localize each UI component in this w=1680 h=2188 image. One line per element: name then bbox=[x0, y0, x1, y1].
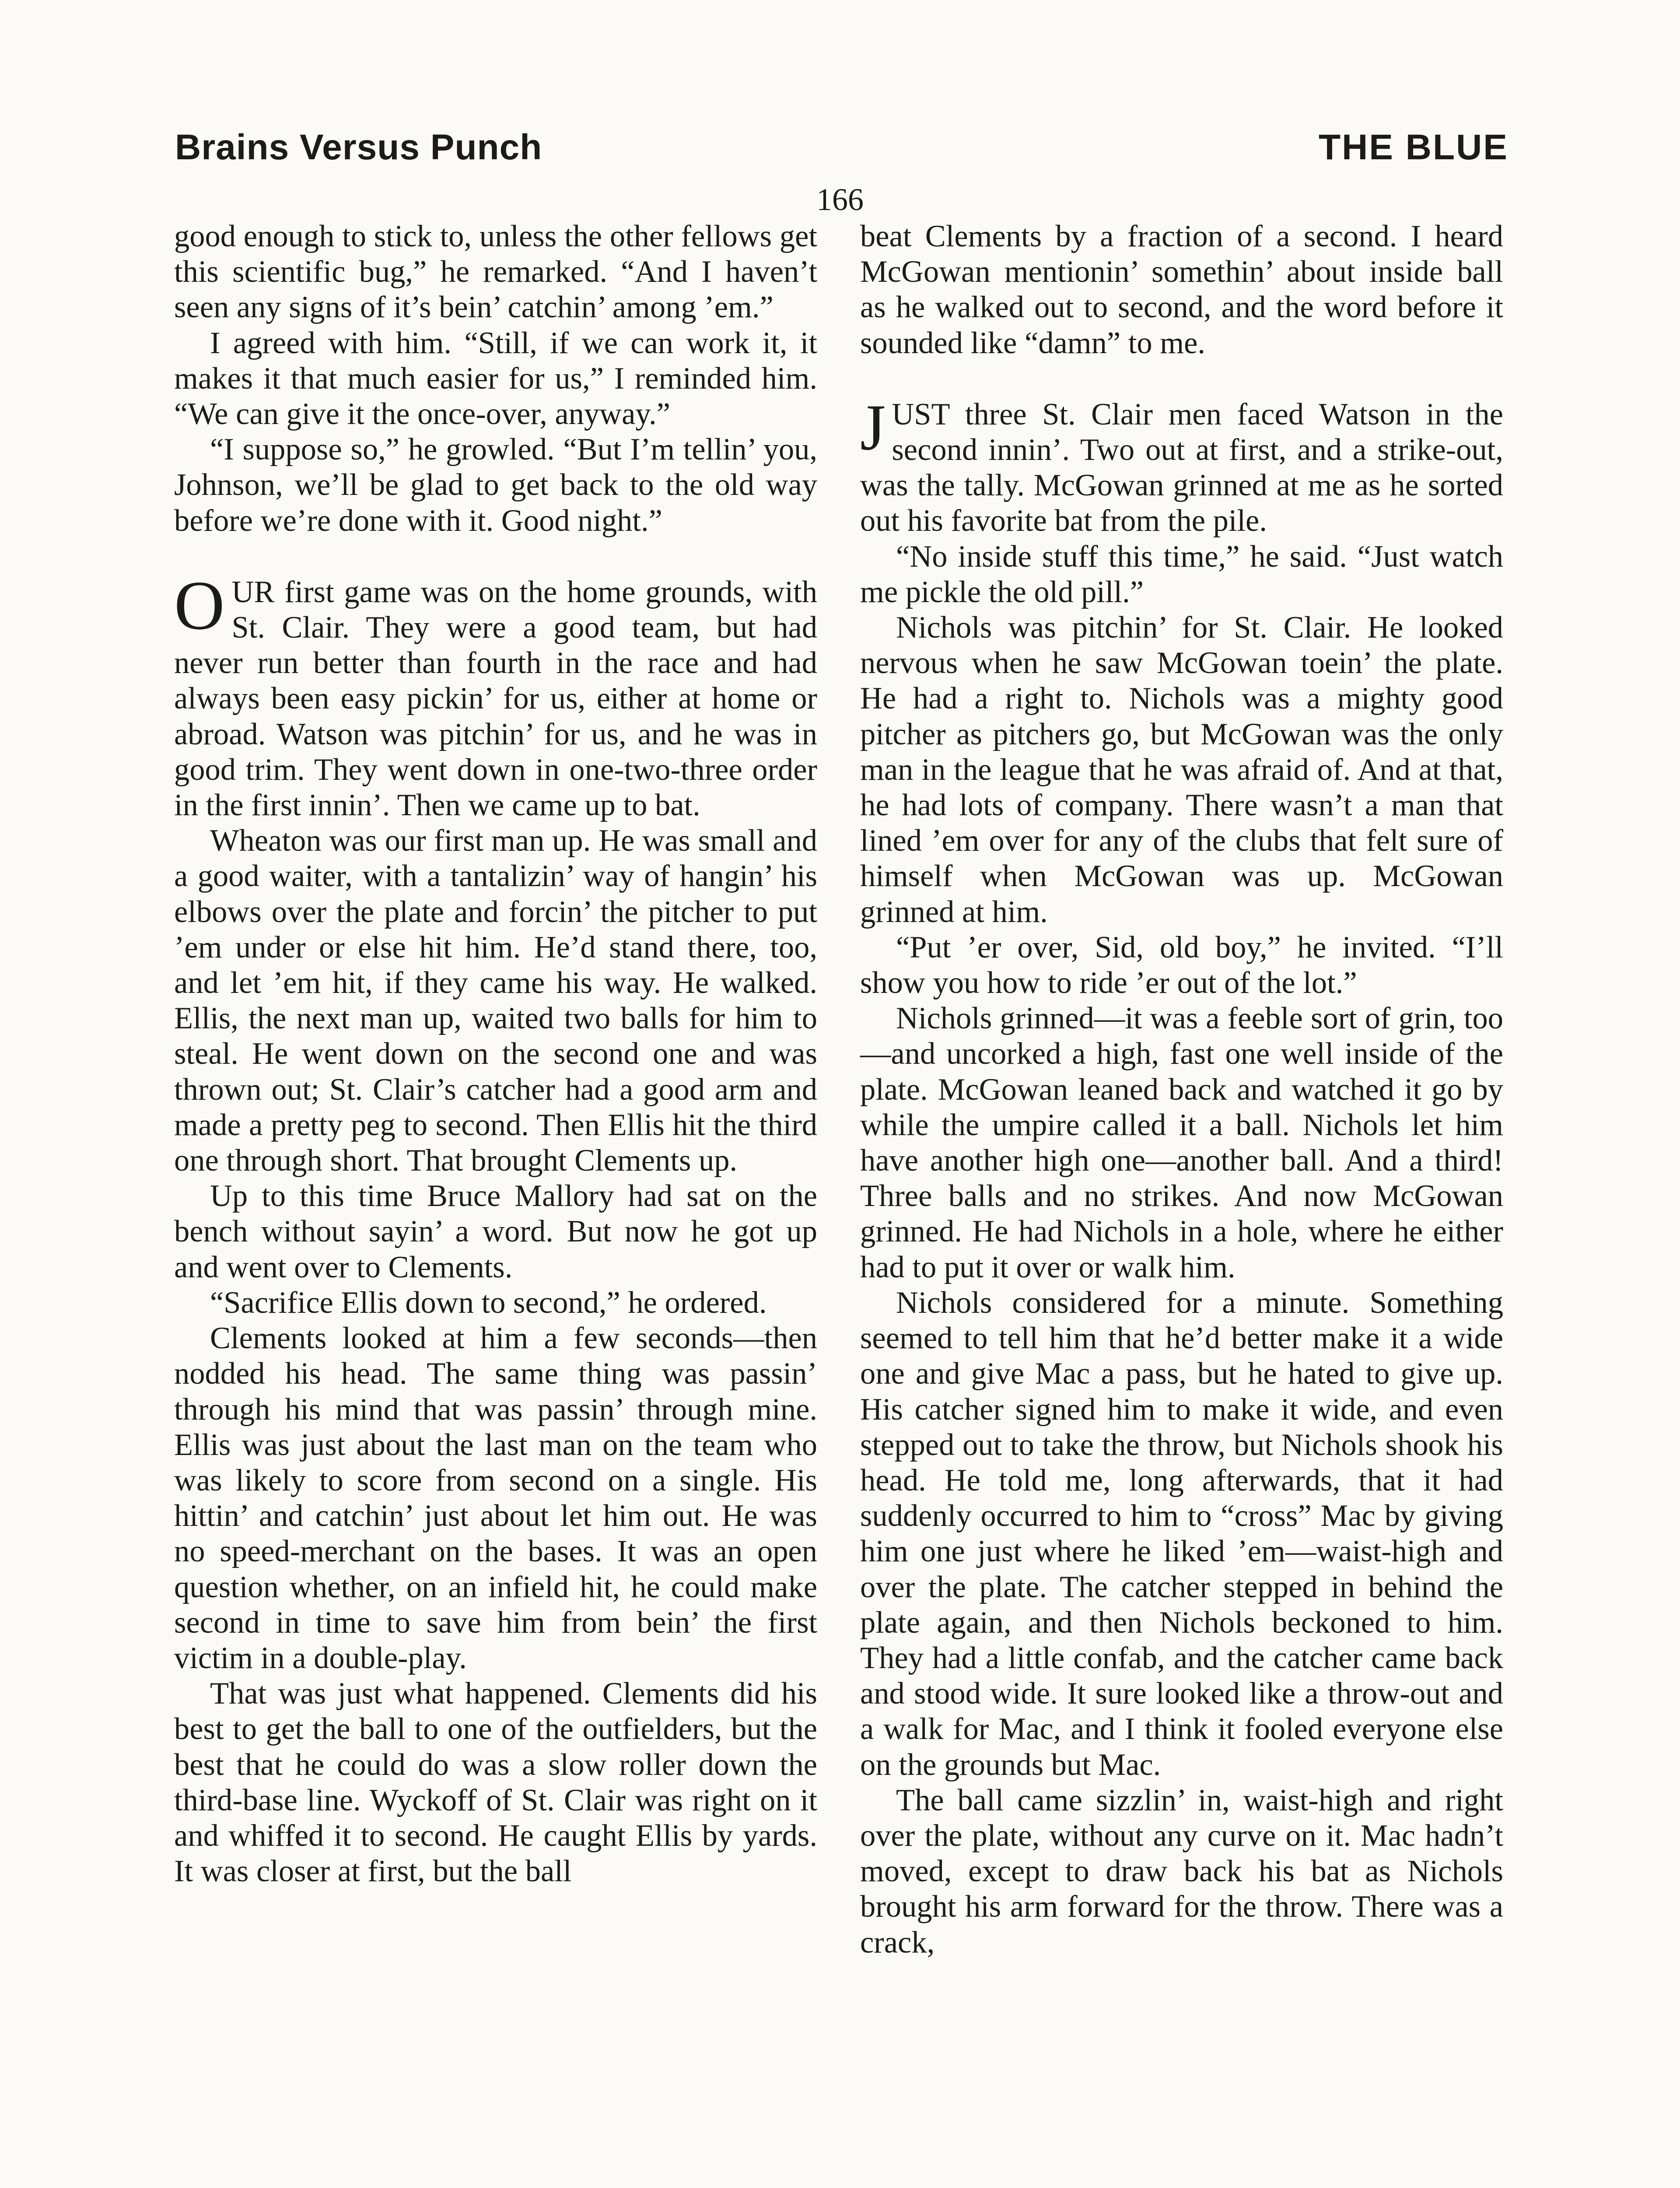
paragraph: The ball came sizzlin’ in, waist-high and right over the plate, without any curve on it. Mac hadn’t moved, except to draw back his bat as Nichols brought his arm forward for the throw. There was a crack, bbox=[860, 1783, 1503, 1960]
paragraph: “Sacrifice Ellis down to second,” he ordered. bbox=[210, 1285, 767, 1320]
paragraph: “Put ’er over, Sid, old boy,” he invited. “I’ll show you how to ride ’er out of the lot.” bbox=[860, 930, 1503, 1000]
drop-cap: J bbox=[860, 391, 886, 464]
paragraph: good enough to stick to, unless the other fellows get this scientific bug,” he remarked. “And I haven’t seen any signs of it’s bein’ catchin’ among ’em.” bbox=[174, 219, 817, 325]
story-title: Brains Versus Punch bbox=[175, 127, 542, 167]
section-opening-paragraph bbox=[174, 566, 817, 823]
paragraph-text: UST three St. Clair men faced Watson in the second innin’. Two out at first, and a strike-out, was the tally. McGowan grinned at me as he sorted out his favorite bat from the pile. bbox=[860, 397, 1503, 538]
paragraph: “I suppose so,” he growled. “But I’m tellin’ you, Johnson, we’ll be glad to get back to the old way before we’re done with it. Good night.” bbox=[174, 432, 817, 538]
paragraph: I agreed with him. “Still, if we can work it, it makes it that much easier for us,” I reminded him. “We can give it the once-over, anyway.” bbox=[174, 326, 817, 431]
paragraph: Nichols was pitchin’ for St. Clair. He looked nervous when he saw McGowan toein’ the plate. He had a right to. Nichols was a mighty good pitcher as pitchers go, but McGowan was the only man in the league that he was afraid of. And at that, he had lots of company. There wasn’t a man that lined ’em over for any of the clubs that felt sure of himself when McGowan was up. McGowan grinned at him. bbox=[860, 610, 1503, 929]
paragraph: beat Clements by a fraction of a second. I heard McGowan mentionin’ somethin’ about inside ball as he walked out to second, and the word before it sounded like “damn” to me. bbox=[860, 219, 1503, 360]
paragraph: Up to this time Bruce Mallory had sat on the bench without sayin’ a word. But now he got up and went over to Clements. bbox=[174, 1179, 817, 1284]
paragraph: Clements looked at him a few seconds—then nodded his head. The same thing was passin’ through his mind that was passin’ through mine. Ellis was just about the last man on the team who was likely to score from second on a single. His hittin’ and catchin’ just about let him out. He was no speed-merchant on the bases. It was an open question whether, on an infield hit, he could make second in time to save him from bein’ the first victim in a double-play. bbox=[174, 1321, 817, 1675]
right-text-column bbox=[860, 219, 1503, 1960]
page-number: 166 bbox=[816, 182, 864, 217]
section-opening-paragraph bbox=[860, 391, 1503, 539]
left-text-column bbox=[174, 219, 817, 1889]
paragraph: “No inside stuff this time,” he said. “Just watch me pickle the old pill.” bbox=[860, 539, 1503, 609]
paragraph: That was just what happened. Clements did his best to get the ball to one of the outfielders, but the best that he could do was a slow roller down the third-base line. Wyckoff of St. Clair was right on it and whiffed it to second. He caught Ellis by yards. It was closer at first, but the ball bbox=[174, 1676, 817, 1889]
magazine-name: THE BLUE bbox=[1319, 127, 1508, 167]
drop-cap: O bbox=[174, 566, 225, 644]
paragraph-text: UR first game was on the home grounds, with St. Clair. They were a good team, but had never run better than fourth in the race and had always been easy pickin’ for us, either at home or abroad. Watson was pitchin’ for us, and he was in good trim. They went down in one-two-three order in the first innin’. Then we came up to bat. bbox=[174, 575, 817, 823]
paragraph: Wheaton was our first man up. He was small and a good waiter, with a tantalizin’ way of hangin’ his elbows over the plate and forcin’ the pitcher to put ’em under or else hit him. He’d stand there, too, and let ’em hit, if they came his way. He walked. Ellis, the next man up, waited two balls for him to steal. He went down on the second one and was thrown out; St. Clair’s catcher had a good arm and made a pretty peg to second. Then Ellis hit the third one through short. That brought Clements up. bbox=[174, 824, 817, 1178]
paragraph: Nichols grinned—it was a feeble sort of grin, too—and uncorked a high, fast one well inside of the plate. McGowan leaned back and watched it go by while the umpire called it a ball. Nichols let him have another high one—another ball. And a third! Three balls and no strikes. And now McGowan grinned. He had Nichols in a hole, where he either had to put it over or walk him. bbox=[860, 1001, 1503, 1284]
paragraph: Nichols considered for a minute. Something seemed to tell him that he’d better make it a wide one and give Mac a pass, but he hated to give up. His catcher signed him to make it wide, and even stepped out to take the throw, but Nichols shook his head. He told me, long afterwards, that it had suddenly occurred to him to “cross” Mac by giving him one just where he liked ’em—waist-high and over the plate. The catcher stepped in behind the plate again, and then Nichols beckoned to him. They had a little confab, and the catcher came back and stood wide. It sure looked like a throw-out and a walk for Mac, and I think it fooled everyone else on the grounds but Mac. bbox=[860, 1285, 1503, 1782]
